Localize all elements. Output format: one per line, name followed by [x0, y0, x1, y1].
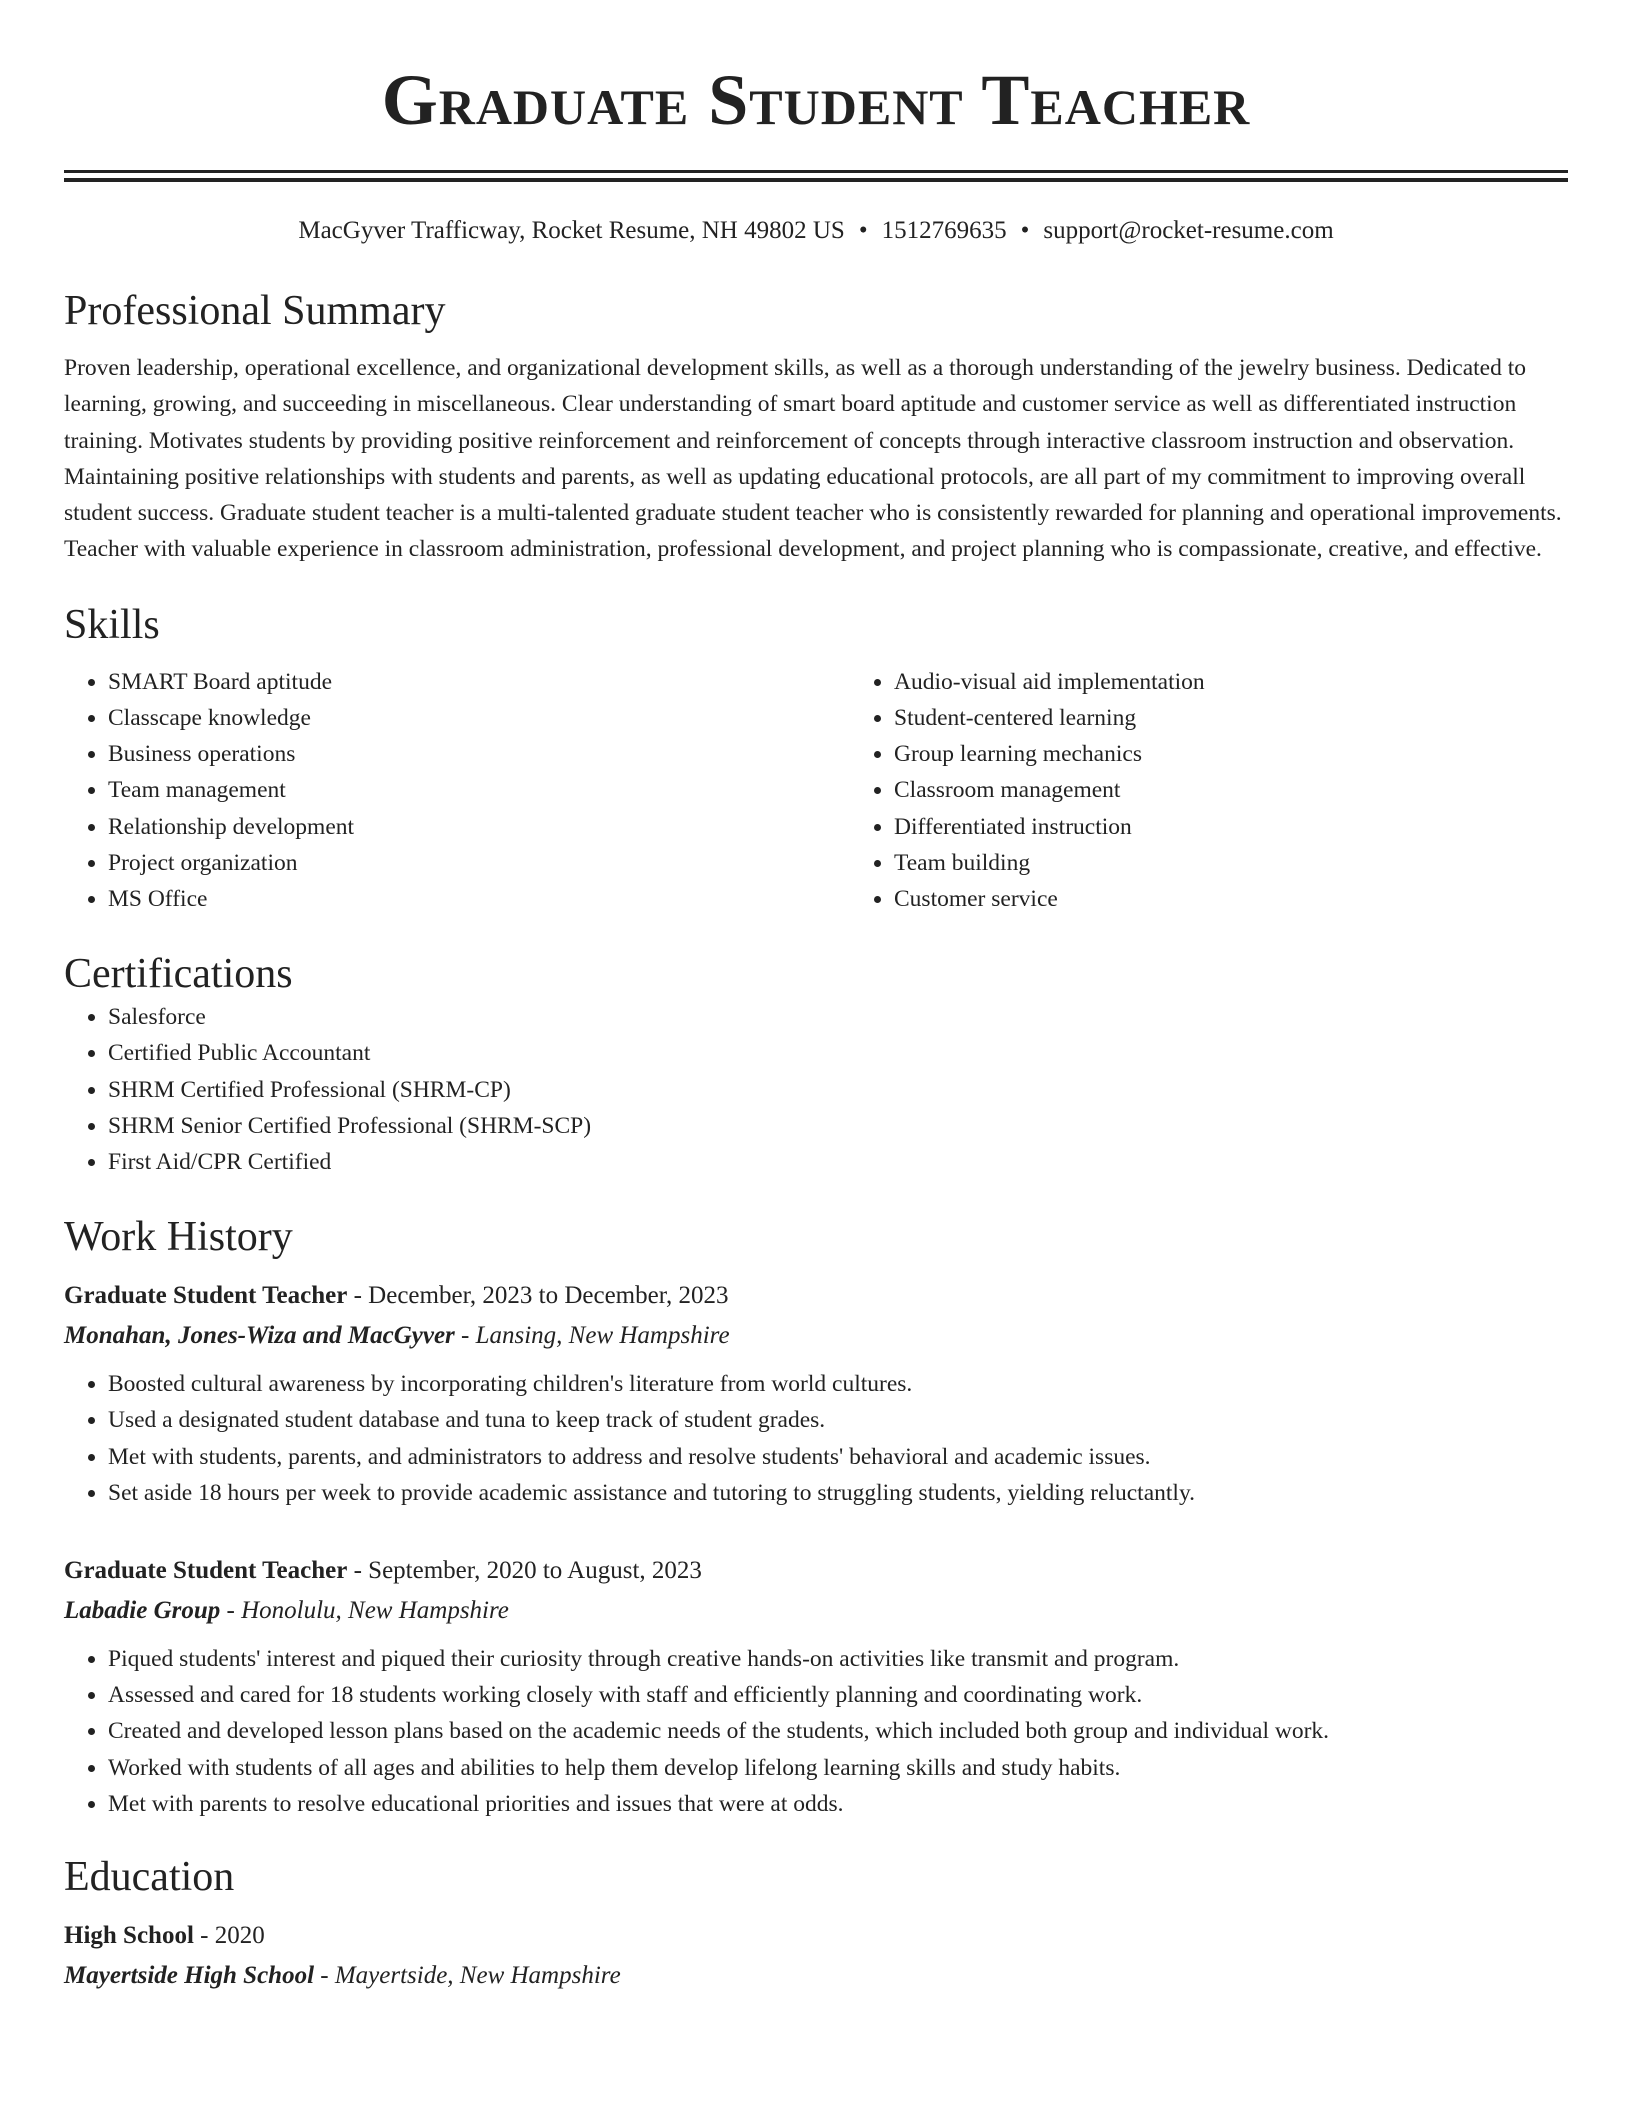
contact-address: MacGyver Trafficway, Rocket Resume, NH 49802 US — [298, 217, 845, 244]
school-name: Mayertside High School — [64, 1962, 315, 1990]
employer-location: - Lansing, New Hampshire — [454, 1322, 730, 1350]
certification-item: • Certified Public Accountant — [108, 1035, 1568, 1071]
school-location: - Mayertside, New Hampshire — [314, 1962, 621, 1990]
skills-list-left — [64, 664, 850, 917]
certification-item: • First Aid/CPR Certified — [108, 1144, 1568, 1180]
job-title: Graduate Student Teacher — [64, 1282, 348, 1310]
degree-line — [64, 1916, 1568, 1956]
job-dates: - September, 2020 to August, 2023 — [347, 1557, 702, 1585]
summary-text: Proven leadership, operational excellence, and organizational development skills, as well as a thorough understanding of the jewelry business. Dedicated to learning, growing, and succeeding in miscellaneous. Clear understanding of smart board aptitude and customer service as well as differentiated instruction training. Motivates students by providing positive reinforcement and reinforcement of concepts through interactive classroom instruction and observation. Maintaining positive relationships with students and parents, as well as updating educational protocols, are all part of my commitment to improving overall student success. Graduate student teacher is a multi-talented graduate student teacher who is consistently rewarded for planning and operational improvements. Teacher with valuable experience in classroom administration, professional development, and project planning who is compassionate, creative, and effective. — [64, 355, 1562, 563]
skill-item: • Team management — [108, 772, 850, 808]
job-duties-list — [64, 1366, 1568, 1511]
certification-item: • SHRM Certified Professional (SHRM-CP) — [108, 1072, 1568, 1108]
certification-item: • Salesforce — [108, 999, 1568, 1035]
certifications-list — [64, 999, 1568, 1180]
skill-item: • Group learning mechanics — [894, 736, 1632, 772]
skill-item: • Business operations — [108, 736, 850, 772]
skills-columns — [64, 664, 1568, 917]
school-line — [64, 1956, 1568, 1996]
skill-item: • Customer service — [894, 881, 1632, 917]
job-title-line — [64, 1276, 1568, 1316]
job-duty: • Used a designated student database and tuna to keep track of student grades. — [108, 1402, 1568, 1438]
job-duty: • Boosted cultural awareness by incorporating children's literature from world cultures. — [108, 1366, 1568, 1402]
job-title: Graduate Student Teacher — [64, 1557, 348, 1585]
job-duty: • Piqued students' interest and piqued their curiosity through creative hands-on activities like transmit and program. — [108, 1641, 1568, 1677]
skill-item: • Classroom management — [894, 772, 1632, 808]
employer-line — [64, 1316, 1568, 1356]
title-divider — [64, 170, 1568, 182]
education-heading: Education — [64, 1854, 235, 1901]
skill-item: • SMART Board aptitude — [108, 664, 850, 700]
skill-item: • Differentiated instruction — [894, 809, 1632, 845]
skill-item: • Project organization — [108, 845, 850, 881]
contact-line — [64, 216, 1568, 246]
work-history-heading: Work History — [64, 1214, 293, 1261]
certification-item: • SHRM Senior Certified Professional (SHRM-SCP) — [108, 1108, 1568, 1144]
employer-location: - Honolulu, New Hampshire — [220, 1597, 509, 1625]
degree-name: High School — [64, 1922, 194, 1950]
job-duty: • Worked with students of all ages and abilities to help them develop lifelong learning skills and study habits. — [108, 1750, 1568, 1786]
resume-title: Graduate Student Teacher — [381, 60, 1251, 140]
job-duty: • Set aside 18 hours per week to provide academic assistance and tutoring to struggling students, yielding reluctantly. — [108, 1475, 1568, 1511]
job-dates: - December, 2023 to December, 2023 — [347, 1282, 729, 1310]
summary-heading: Professional Summary — [64, 288, 446, 334]
contact-phone: 1512769635 — [881, 217, 1007, 244]
skills-list-right — [850, 664, 1632, 917]
job-duty: • Created and developed lesson plans based on the academic needs of the students, which included both group and individual work. — [108, 1713, 1568, 1749]
job-duties-list — [64, 1641, 1568, 1822]
skill-item: • Classcape knowledge — [108, 700, 850, 736]
skill-item: • Team building — [894, 845, 1632, 881]
job-duty: • Met with students, parents, and administrators to address and resolve students' behavioral and academic issues. — [108, 1439, 1568, 1475]
job-entry — [64, 1551, 1568, 1822]
education-entry — [64, 1916, 1568, 1996]
skill-item: • MS Office — [108, 881, 850, 917]
job-duty: • Met with parents to resolve educational priorities and issues that were at odds. — [108, 1786, 1568, 1822]
job-title-line — [64, 1551, 1568, 1591]
certifications-heading: Certifications — [64, 951, 293, 998]
employer-name: Labadie Group — [64, 1597, 221, 1625]
contact-separator: • — [858, 217, 868, 244]
graduation-year: - 2020 — [193, 1922, 265, 1950]
contact-separator: • — [1020, 217, 1030, 244]
job-entry — [64, 1276, 1568, 1511]
employer-line — [64, 1591, 1568, 1631]
employer-name: Monahan, Jones-Wiza and MacGyver — [64, 1322, 455, 1350]
job-duty: • Assessed and cared for 18 students working closely with staff and efficiently planning and coordinating work. — [108, 1677, 1568, 1713]
skill-item: • Student-centered learning — [894, 700, 1632, 736]
skill-item: • Audio-visual aid implementation — [894, 664, 1632, 700]
skill-item: • Relationship development — [108, 809, 850, 845]
skills-heading: Skills — [64, 601, 160, 648]
contact-email: support@rocket-resume.com — [1043, 217, 1334, 244]
